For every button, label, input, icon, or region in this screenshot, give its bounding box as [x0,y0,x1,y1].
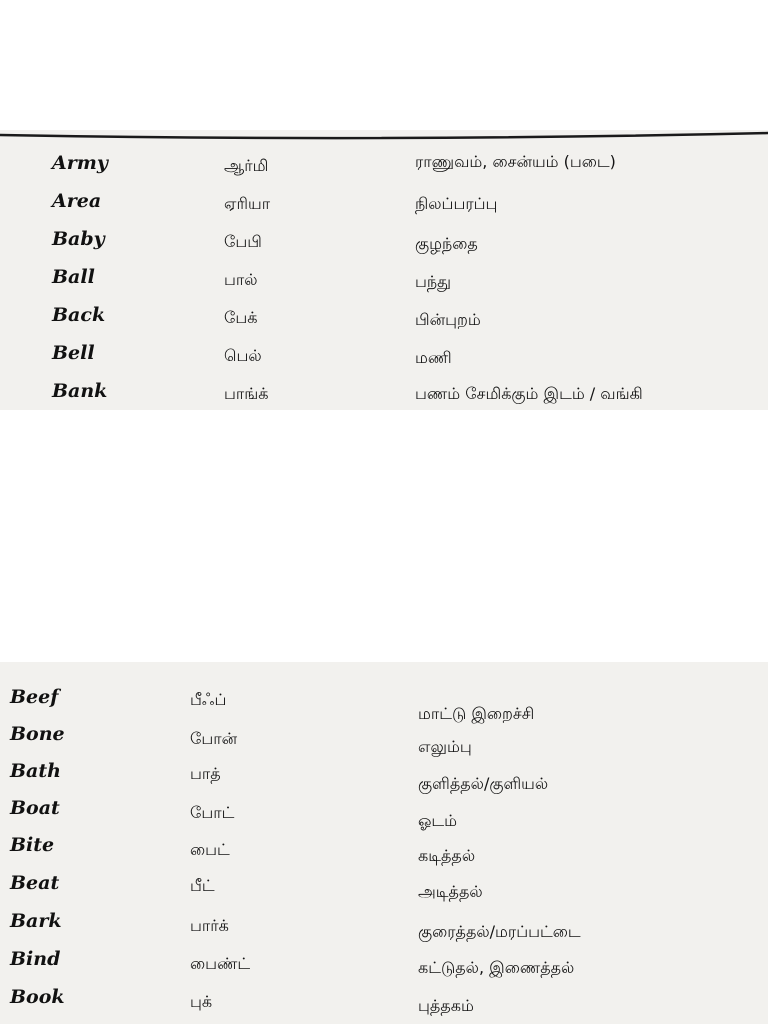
english-word: Back [52,304,106,326]
tamil-meaning: பணம் சேமிக்கும் இடம் / வங்கி [415,384,643,403]
word-row-book [0,986,768,1016]
english-word: Bind [10,948,61,970]
tamil-pronunciation: பால் [224,270,258,289]
english-word: Baby [52,228,105,250]
english-word: Bank [52,380,108,402]
tamil-meaning: மணி [415,348,452,367]
tamil-pronunciation: புக் [190,992,213,1011]
tamil-pronunciation: பெல் [224,346,262,365]
word-row-area [0,190,768,220]
english-word: Beef [10,686,59,708]
english-word: Bell [52,342,95,364]
tamil-meaning: ஓடம் [418,811,458,830]
tamil-pronunciation: பைண்ட் [190,954,251,973]
word-row-bind [0,948,768,978]
word-row-baby [0,228,768,258]
tamil-pronunciation: போட் [190,803,235,822]
tamil-pronunciation: பீட் [190,876,215,895]
english-word: Bark [10,910,62,932]
tamil-meaning: அடித்தல் [418,882,483,901]
word-row-boat [0,797,768,830]
tamil-meaning: குளித்தல்/குளியல் [418,774,549,793]
english-word: Book [10,986,65,1008]
tamil-meaning: குரைத்தல்/மரப்பட்டை [418,922,581,941]
word-row-beat [0,872,768,902]
tamil-meaning: மாட்டு இறைச்சி [418,704,535,723]
word-row-bell [0,342,768,372]
word-row-bone [0,723,768,756]
tamil-pronunciation: பைட் [190,840,230,859]
word-row-beef [0,686,768,723]
page-edge-line [0,130,768,144]
tamil-meaning: நிலப்பரப்பு [415,194,498,213]
tamil-meaning: பந்து [415,272,452,291]
english-word: Ball [52,266,95,288]
tamil-pronunciation: ஆர்மி [224,156,269,175]
tamil-meaning: ராணுவம், சைன்யம் (படை) [415,152,616,171]
tamil-meaning: கடித்தல் [418,846,476,865]
word-row-bank [0,380,768,410]
tamil-meaning: பின்புறம் [415,310,481,329]
bottom-page-scan [0,662,768,1024]
word-row-army [0,152,768,182]
english-word: Bite [10,834,55,856]
tamil-pronunciation: பேபி [224,232,262,251]
english-word: Bath [10,760,61,782]
english-word: Beat [10,872,60,894]
top-page-scan [0,130,768,410]
tamil-pronunciation: பாங்க் [224,384,269,403]
tamil-pronunciation: பீஃப் [190,690,227,709]
word-row-bath [0,760,768,793]
english-word: Bone [10,723,65,745]
tamil-meaning: எலும்பு [418,737,472,756]
english-word: Boat [10,797,60,819]
tamil-pronunciation: பேக் [224,308,258,327]
tamil-meaning: புத்தகம் [418,996,474,1015]
word-row-bark [0,910,768,940]
english-word: Area [52,190,102,212]
tamil-pronunciation: போன் [190,729,238,748]
tamil-pronunciation: ஏரியா [224,194,271,213]
tamil-pronunciation: பார்க் [190,916,229,935]
tamil-pronunciation: பாத் [190,764,221,783]
tamil-meaning: கட்டுதல், இணைத்தல் [418,958,575,977]
word-row-back [0,304,768,334]
word-row-bite [0,834,768,864]
english-word: Army [52,152,108,174]
word-row-ball [0,266,768,296]
tamil-meaning: குழந்தை [415,234,478,253]
